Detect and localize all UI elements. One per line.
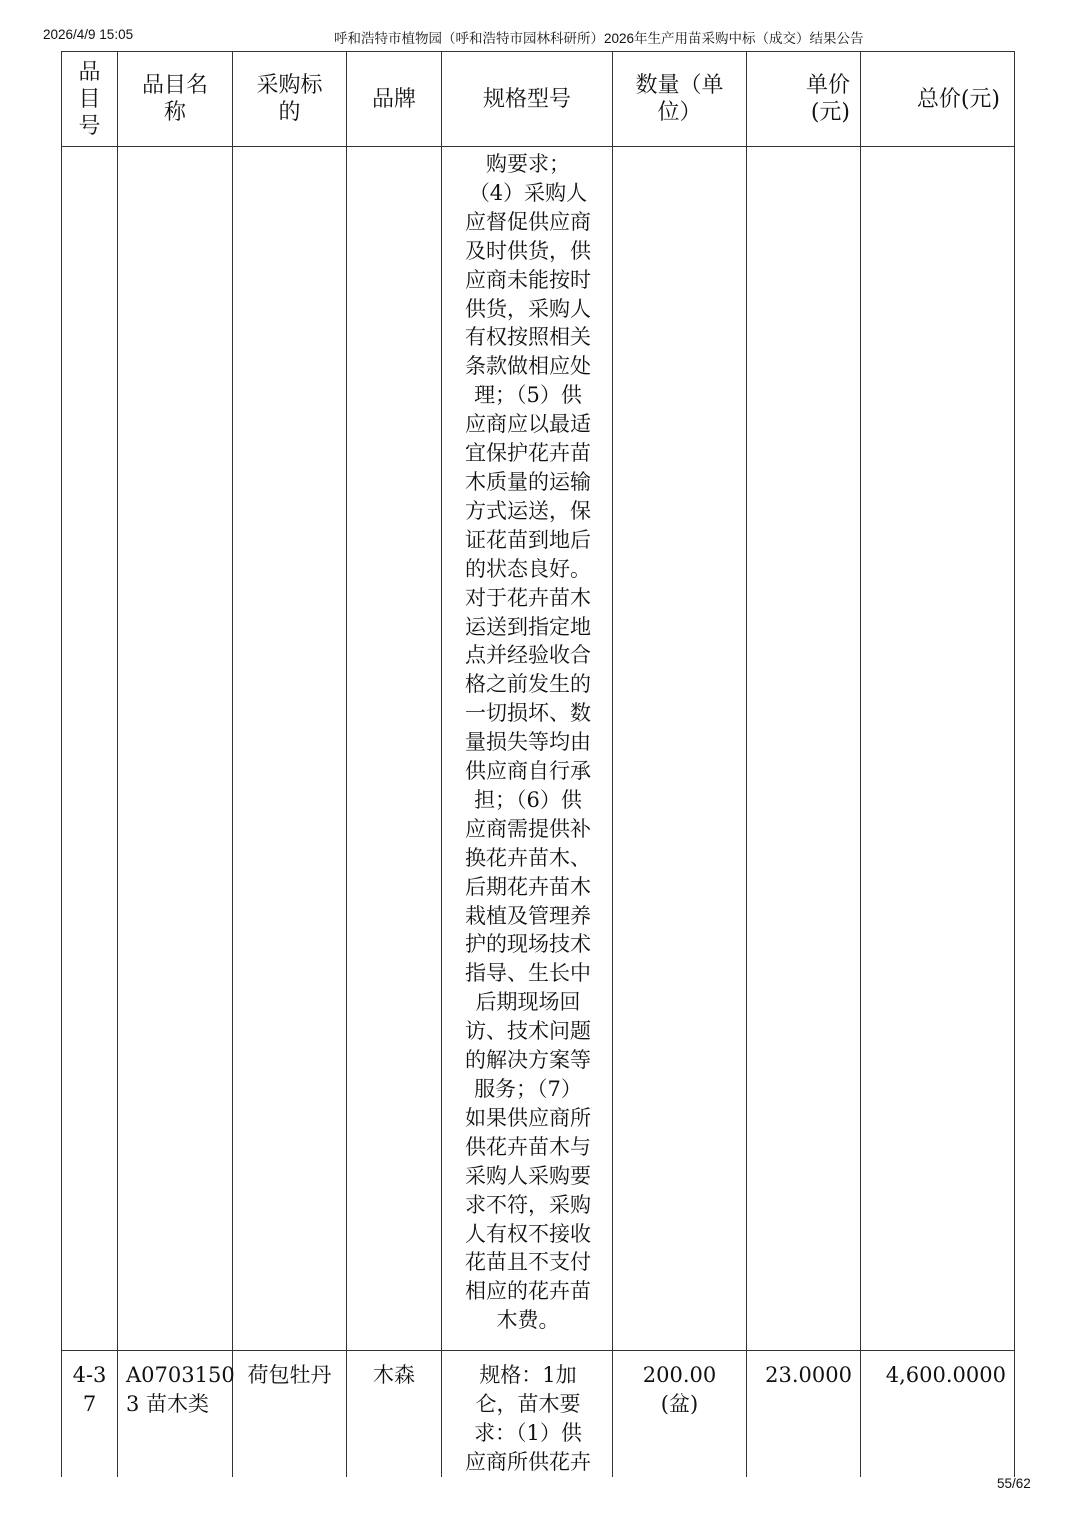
cell-spec-continued [442,147,613,1351]
cell-brand-empty [347,147,442,1351]
category-text: A0703150 3 苗木类 [126,1363,235,1416]
table-row-continued [62,147,1015,1351]
quantity-text: 200.00 (盆) [642,1363,717,1416]
cell-category [118,1351,233,1477]
item-no-text: 4-3 7 [72,1363,107,1416]
col-header-spec: 规格型号 [442,52,613,147]
table-row-item [62,1351,1015,1477]
brand-text: 木森 [373,1363,415,1387]
col-header-item-no: 品 目 号 [62,52,118,147]
spec-text-continued: 购要求； （4）采购人 应督促供应商 及时供货，供 应商未能按时 供货，采购人 有权按照相关 条款做相应处 理；（5）供 应商应以最适 宜保护花卉苗 木质量的运输 方式运送，保 证花苗到地后 的状态良好。 对于花卉苗木 运送到指定地 点并经验收合 格之前发生的 一切损坏、数 量损失等均由 供应商自行承 担；（6）供 应商需提供补 换花卉苗木、 后期花卉苗木 栽植及管理养 护的现场技术 指导、生长中 后期现场回 访、技术问题 的解决方案等 服务；（7） 如果供应商所 供花卉苗木与 采购人采购要 求不符，采购 人有权不接收 花苗且不支付 相应的花卉苗 木费。 [465,152,591,1333]
total-price-text: 4,600.0000 [885,1363,1006,1387]
cell-unit-price [747,1351,861,1477]
cell-quantity-empty [613,147,747,1351]
col-header-brand: 品牌 [347,52,442,147]
cell-spec [442,1351,613,1477]
unit-price-text: 23.0000 [765,1363,852,1387]
page-number: 55/62 [997,1476,1031,1491]
cell-quantity [613,1351,747,1477]
header-title: 呼和浩特市植物园（呼和浩特市园林科研所）2026年生产用苗采购中标（成交）结果公告 [334,31,864,46]
cell-target-empty [233,147,347,1351]
cell-category-empty [118,147,233,1351]
header-datetime: 2026/4/9 15:05 [43,27,134,42]
target-text: 荷包牡丹 [247,1363,332,1387]
col-header-total-price: 总价(元) [861,52,1015,147]
col-header-quantity: 数量（单 位） [613,52,747,147]
cell-unit-price-empty [747,147,861,1351]
cell-total-price [861,1351,1015,1477]
cell-item-no-empty [62,147,118,1351]
col-header-unit-price: 单价 (元) [747,52,861,147]
table-header-row [62,52,1015,147]
cell-item-no [62,1351,118,1477]
spec-text: 规格：1加 仑，苗木要 求：（1）供 应商所供花卉 [465,1363,591,1474]
col-header-category: 品目名 称 [118,52,233,147]
cell-brand [347,1351,442,1477]
col-header-target: 采购标 的 [233,52,347,147]
procurement-table [61,51,1015,1477]
cell-total-empty [861,147,1015,1351]
cell-target [233,1351,347,1477]
